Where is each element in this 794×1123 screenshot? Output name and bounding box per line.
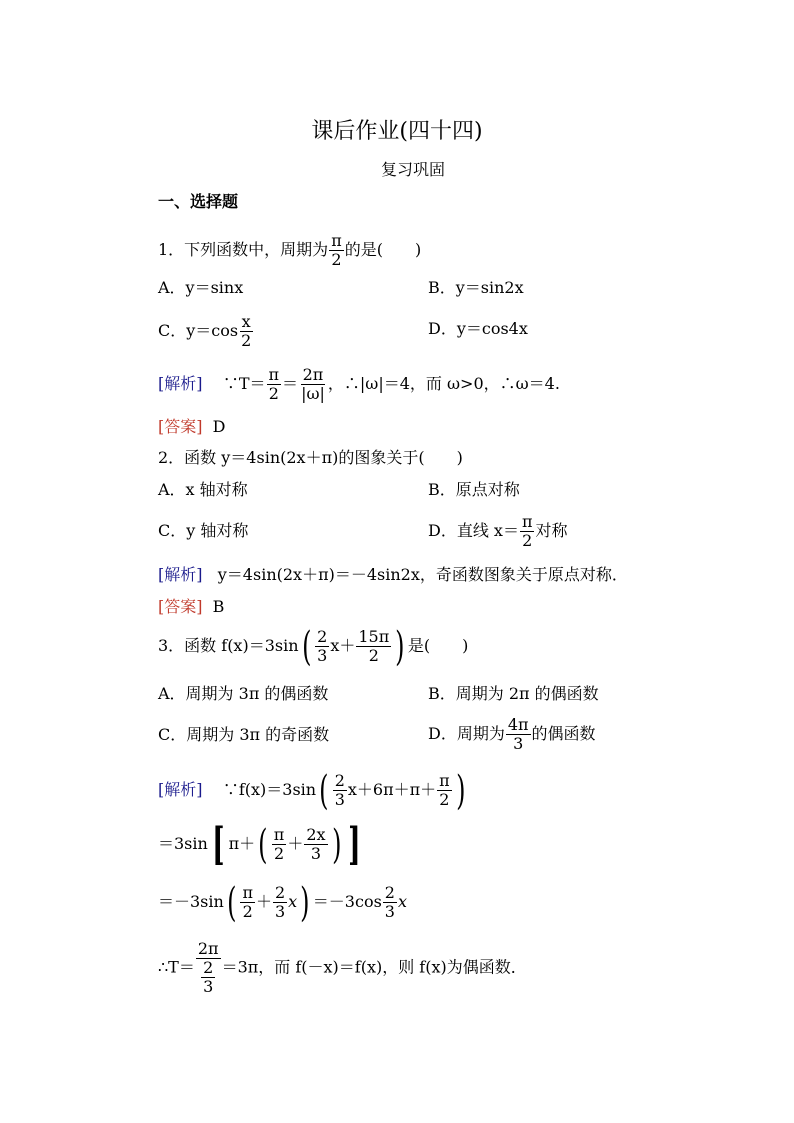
q1-option-a: A．y＝sinx bbox=[158, 278, 244, 297]
page-title: 课后作业(四十四) bbox=[311, 119, 483, 144]
q1-option-d: D．y＝cos4x bbox=[428, 319, 528, 338]
q2-option-d: D．直线 x＝ $\frac{\pi}{2}$ 对称 bbox=[428, 512, 568, 550]
q3-option-d: D．周期为 $\frac{4\pi}{3}$ 的偶函数 bbox=[428, 715, 596, 753]
page-subtitle: 复习巩固 bbox=[380, 160, 445, 179]
q3-option-a: A．周期为 3π 的偶函数 bbox=[158, 684, 329, 703]
analysis-label: [解析] bbox=[158, 374, 203, 393]
q1-option-b: B．y＝sin2x bbox=[428, 278, 524, 297]
q2-option-a: A．x 轴对称 bbox=[158, 480, 248, 499]
q3-stem: 3．函数 f(x)＝3sin( $\frac{2}{3}$ x＋ $\frac{15\pi}{2}$ ) 是( ) bbox=[158, 623, 469, 670]
q1-fraction: $\frac{\pi}{2}$ bbox=[331, 231, 342, 269]
q3-analysis-line-1: [解析] ∵f(x)＝3sin( $\frac{2}{3}$ x＋6π＋π＋ $\frac{\pi}{2}$ ) bbox=[158, 767, 466, 814]
q1-option-c: C．y＝cos $\frac{x}{2}$ bbox=[158, 312, 252, 350]
q3-option-c: C．周期为 3π 的奇函数 bbox=[158, 725, 330, 744]
q2-option-c: C．y 轴对称 bbox=[158, 521, 249, 540]
q3-option-b: B．周期为 2π 的偶函数 bbox=[428, 684, 599, 703]
q3-analysis-line-3: ＝－3sin( $\frac{\pi}{2}$ ＋ $\frac{2}{3}$ x) ＝－3cos $\frac{2}{3}$ x bbox=[158, 879, 408, 926]
q2-answer: [答案] B bbox=[158, 597, 225, 616]
q1-answer: [答案] D bbox=[158, 417, 226, 436]
q1-analysis: [解析] ∵T＝ $\frac{\pi}{2}$ ＝ $\frac{2\pi}{|\omega|}$ ，∴|ω|＝4，而 ω>0，∴ω＝4. bbox=[158, 365, 560, 403]
answer-label: [答案] bbox=[158, 417, 203, 436]
q3-analysis-line-4: ∴T＝ $\frac{2\pi}{\frac{2}{3}}$ ＝3π，而 f(－x)＝f(x)，则 f(x)为偶函数． bbox=[158, 939, 527, 996]
q3-analysis-line-2: ＝3sin[ π＋( $\frac{\pi}{2}$ ＋ $\frac{2x}{3}$ ) ] bbox=[158, 818, 361, 870]
q2-stem: 2．函数 y＝4sin(2x＋π)的图象关于( ) bbox=[158, 448, 463, 467]
q2-option-b: B．原点对称 bbox=[428, 480, 520, 499]
q2-analysis: [解析] y＝4sin(2x＋π)＝－4sin2x，奇函数图象关于原点对称． bbox=[158, 565, 628, 584]
section-heading: 一、选择题 bbox=[158, 192, 239, 211]
q1-stem: 1．下列函数中，周期为 $\frac{\pi}{2}$ 的是( ) bbox=[158, 231, 422, 269]
